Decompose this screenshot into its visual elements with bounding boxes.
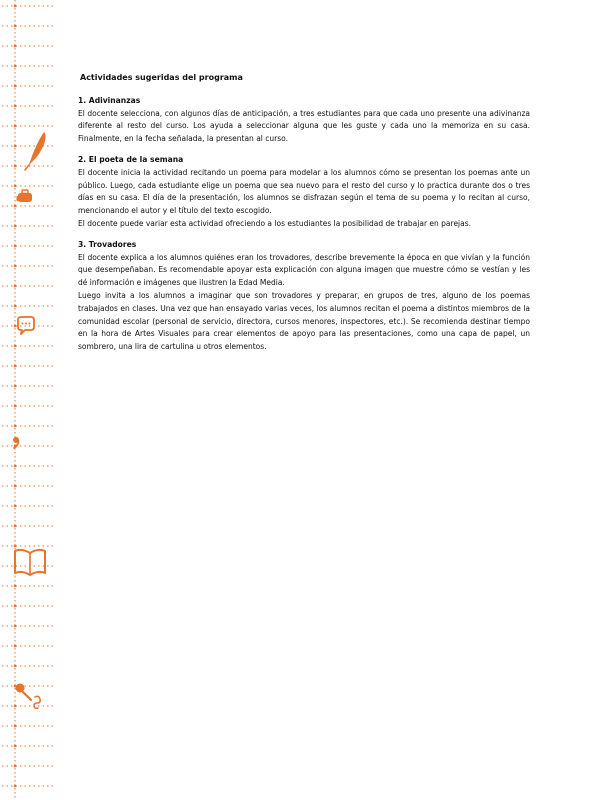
- ruler-dot: [14, 505, 17, 508]
- section-paragraph: El docente puede variar esta actividad ofreciendo a los estudiantes la posibilidad de trabajar en parejas.: [78, 218, 472, 228]
- section-trovadores: [78, 239, 530, 354]
- ruler-dot: [14, 185, 17, 188]
- ruler-dot: [14, 745, 17, 748]
- suitcase-icon: [17, 190, 33, 202]
- ruler-dot: [14, 785, 17, 788]
- section-title: 3. Trovadores: [78, 239, 137, 249]
- page-title: Actividades sugeridas del programa: [80, 73, 243, 82]
- ruler-dot: [14, 145, 17, 148]
- ruler-dot: [14, 345, 17, 348]
- ruler-dot: [14, 125, 17, 128]
- section-title: 2. El poeta de la semana: [78, 154, 184, 164]
- ruler-dot: [14, 425, 17, 428]
- ruler-dot: [14, 645, 17, 648]
- margin-ruler: [2, 0, 56, 800]
- ruler-dot: [14, 265, 17, 268]
- ruler-dot: [14, 305, 17, 308]
- ruler-dot: [14, 225, 17, 228]
- ruler-dot: [14, 545, 17, 548]
- ruler-dot: [14, 85, 17, 88]
- section-paragraph: El docente explica a los alumnos quiénes eran los trovadores, describe brevemente la época en que vivían y la función que desempeñaban. Es recomendable apoyar esta explicación con alguna imagen que muestre cómo se vestían y les dé información e imágenes que ilustren la Edad Media.: [78, 252, 530, 288]
- section-paragraph: El docente inicia la actividad recitando un poema para modelar a los alumnos cómo se presentan los poemas ante un público. Luego, cada estudiante elige un poema que sea nuevo para el resto del curso y lo practica durante dos o tres días en su casa. El día de la presentación, los alumnos se disfrazan según el tema de su poema y lo recitan al curso, mencionando el autor y el título del texto escogido.: [78, 167, 530, 216]
- ruler-dot: [14, 365, 17, 368]
- microphone-icon: [16, 684, 41, 709]
- ruler-dot: [14, 45, 17, 48]
- section-paragraph: El docente selecciona, con algunos días de anticipación, a tres estudiantes para que cada uno presente una adivinanza diferente al resto del curso. Los ayuda a seleccionar alguna que les guste y cada uno la memoriza en su casa. Finalmente, en la fecha señalada, la presentan al curso.: [78, 108, 530, 144]
- open-book-icon: [15, 550, 45, 575]
- section-title: 1. Adivinanzas: [78, 95, 141, 105]
- ruler-dot: [14, 405, 17, 408]
- ruler-dot: [14, 65, 17, 68]
- ruler-dot: [14, 25, 17, 28]
- ruler-dot: [14, 605, 17, 608]
- ruler-dot: [14, 485, 17, 488]
- ruler-dot: [14, 765, 17, 768]
- ruler-dot: [14, 465, 17, 468]
- quill-icon: [25, 132, 46, 170]
- ruler-dot: [14, 525, 17, 528]
- section-poeta-de-la-semana: [78, 154, 530, 231]
- section-adivinanzas: [78, 95, 530, 146]
- ruler-dot: [14, 105, 17, 108]
- ruler-dot: [14, 165, 17, 168]
- activities-content: [78, 72, 530, 362]
- ruler-dot: [14, 385, 17, 388]
- speech-bubble-icon: [18, 317, 34, 334]
- ruler-dot: [14, 725, 17, 728]
- ruler-dot: [14, 665, 17, 668]
- ruler-dot: [14, 705, 17, 708]
- ruler-dot: [14, 625, 17, 628]
- ruler-dot: [14, 325, 17, 328]
- section-paragraph: Luego invita a los alumnos a imaginar que son trovadores y preparar, en grupos de tres, alguno de los poemas trabajados en clases. Una vez que han ensayado varias veces, los alumnos recitan el poema a distintos miembros de la comunidad escolar (personal de servicio, directora, cursos menores, inspectores, etc.). Se recomienda destinar tiempo en la hora de Artes Visuales para crear elementos de apoyo para las presentaciones, como una capa de papel, un sombrero, una lira de cartulina u otros elementos.: [78, 290, 530, 352]
- ruler-dot: [14, 205, 17, 208]
- margin-decoration: [0, 0, 60, 800]
- ruler-dot: [14, 5, 17, 8]
- ruler-dot: [14, 245, 17, 248]
- ruler-dot: [14, 285, 17, 288]
- ruler-dot: [14, 585, 17, 588]
